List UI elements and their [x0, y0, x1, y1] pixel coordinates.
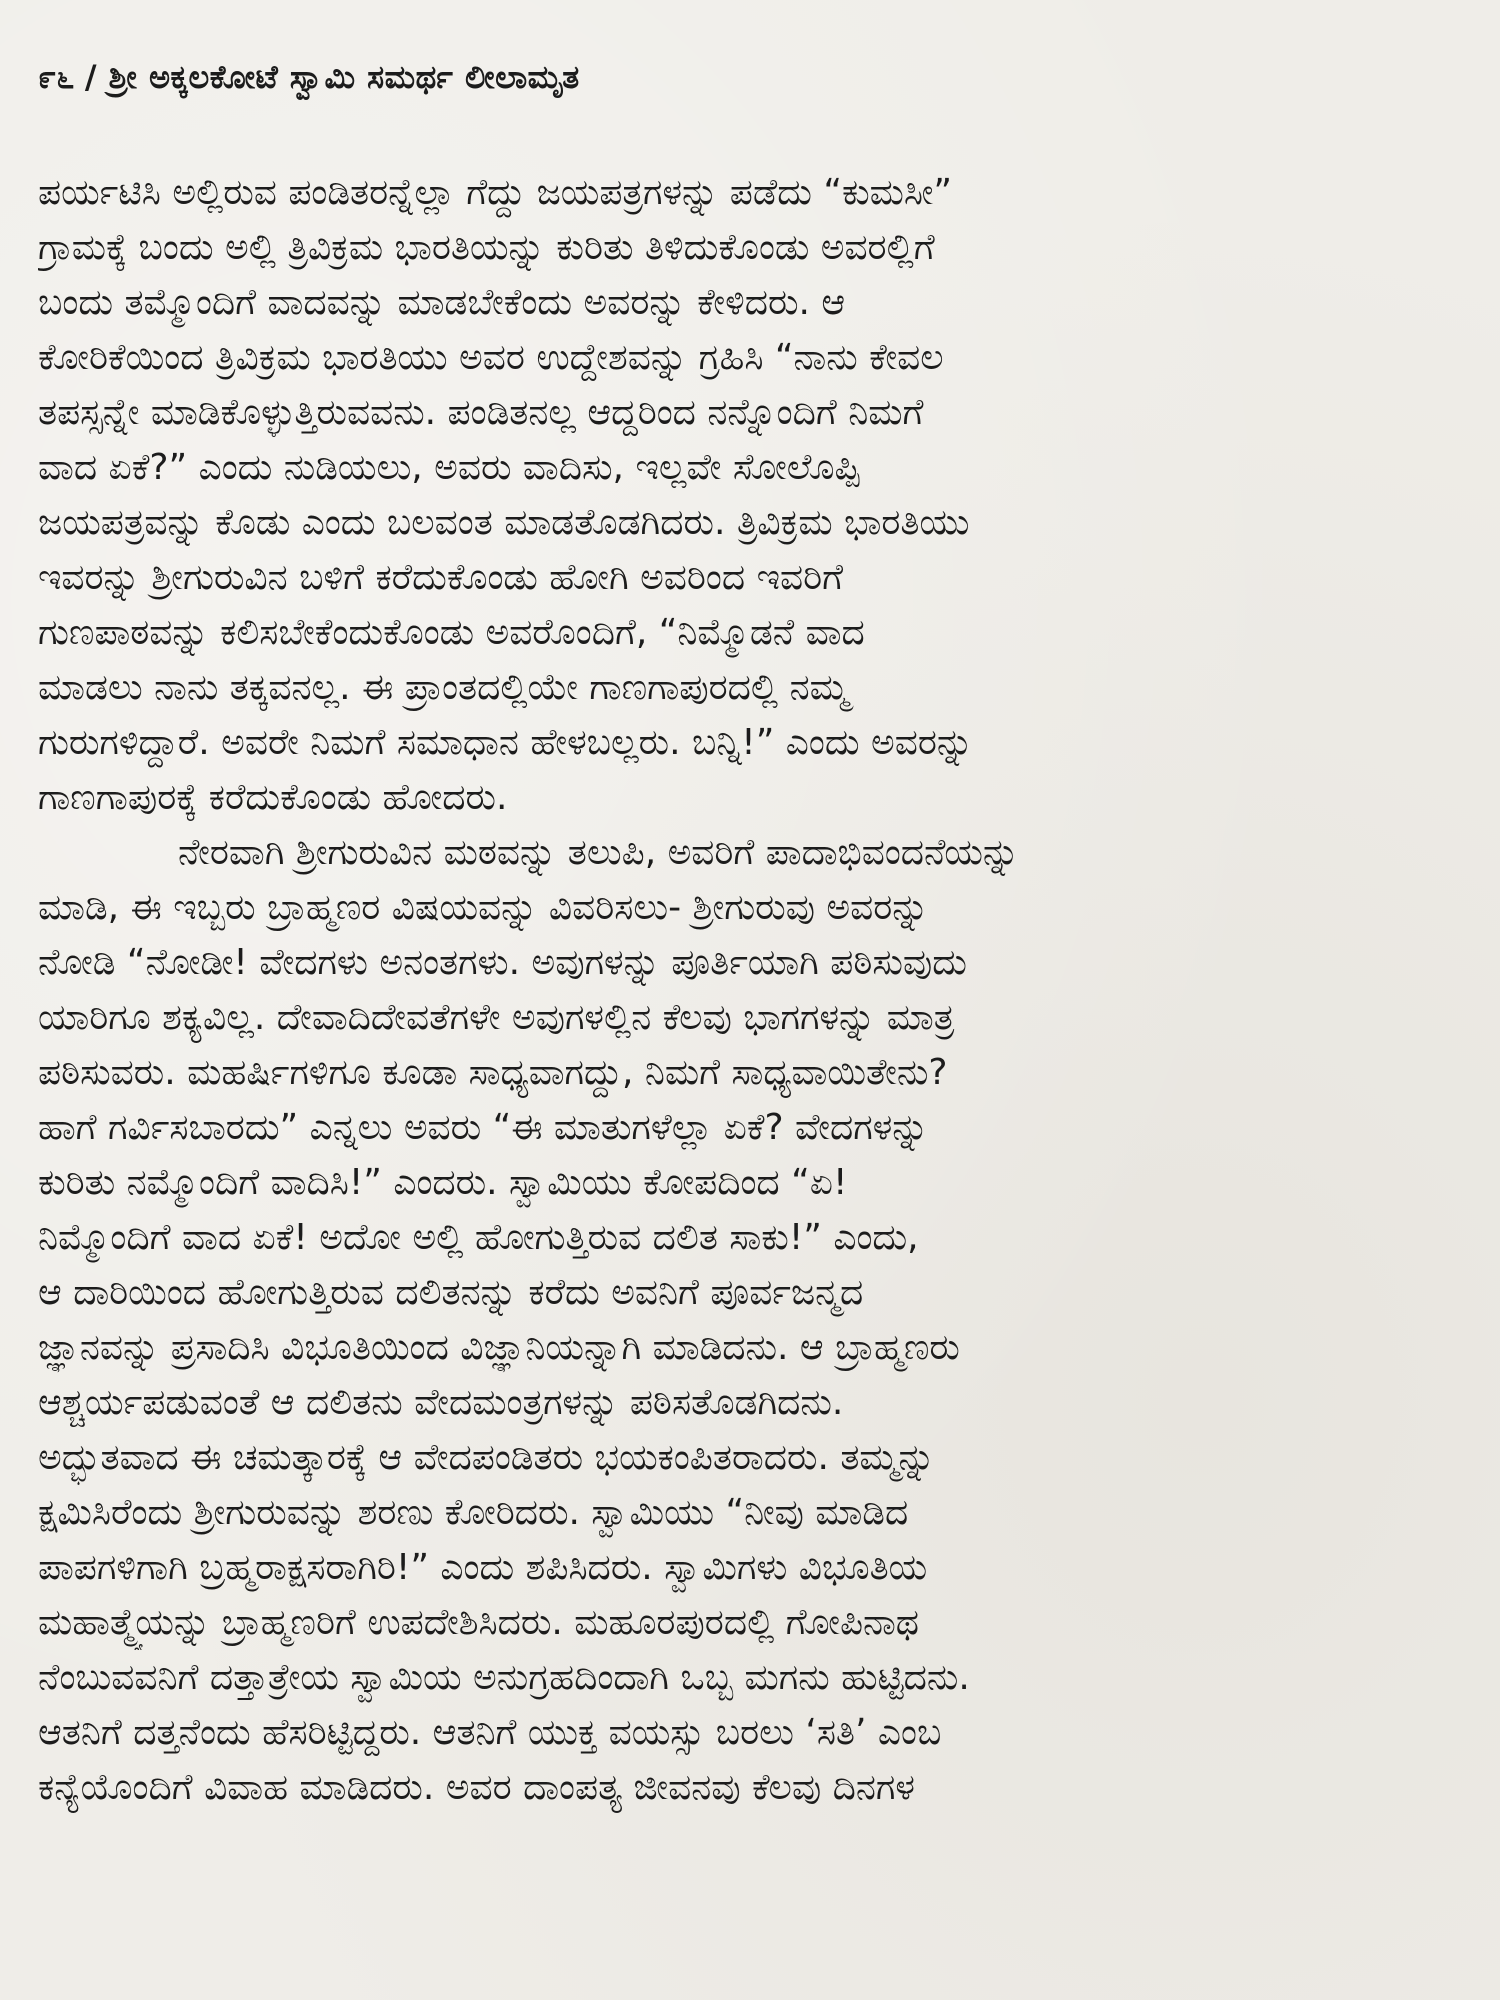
text-line: ಕನ್ಯೆಯೊಂದಿಗೆ ವಿವಾಹ ಮಾಡಿದರು. ಅವರ ದಾಂಪತ್ಯ ಜೀವನವು ಕೆಲವು ದಿನಗಳ: [38, 1767, 915, 1808]
text-line: ಮಾಡಿ, ಈ ಇಬ್ಬರು ಬ್ರಾಹ್ಮಣರ ವಿಷಯವನ್ನು ವಿವರಿಸಲು- ಶ್ರೀಗುರುವು ಅವರನ್ನು: [38, 887, 929, 928]
text-line: ಗುಣಪಾಠವನ್ನು ಕಲಿಸಬೇಕೆಂದುಕೊಂಡು ಅವರೊಂದಿಗೆ, “ನಿಮ್ಮೊಡನೆ ವಾದ: [38, 612, 865, 653]
body-text: [38, 165, 1458, 1815]
page-header: [38, 58, 580, 97]
paragraph-start-line: ನೇರವಾಗಿ ಶ್ರೀಗುರುವಿನ ಮಠವನ್ನು ತಲುಪಿ, ಅವರಿಗೆ ಪಾದಾಭಿವಂದನೆಯನ್ನು: [178, 832, 1020, 873]
text-line: ಕ್ಷಮಿಸಿರೆಂದು ಶ್ರೀಗುರುವನ್ನು ಶರಣು ಕೋರಿದರು. ಸ್ವಾಮಿಯು “ನೀವು ಮಾಡಿದ: [38, 1492, 909, 1533]
text-line: ನೋಡಿ “ನೋಡೀ! ವೇದಗಳು ಅನಂತಗಳು. ಅವುಗಳನ್ನು ಪೂರ್ತಿಯಾಗಿ ಪಠಿಸುವುದು: [38, 942, 967, 983]
text-line: ಇವರನ್ನು ಶ್ರೀಗುರುವಿನ ಬಳಿಗೆ ಕರೆದುಕೊಂಡು ಹೋಗಿ ಅವರಿಂದ ಇವರಿಗೆ: [38, 557, 844, 598]
text-line: ಅದ್ಭುತವಾದ ಈ ಚಮತ್ಕಾರಕ್ಕೆ ಆ ವೇದಪಂಡಿತರು ಭಯಕಂಪಿತರಾದರು. ತಮ್ಮನ್ನು: [38, 1437, 935, 1478]
text-line: ಕೋರಿಕೆಯಿಂದ ತ್ರಿವಿಕ್ರಮ ಭಾರತಿಯು ಅವರ ಉದ್ದೇಶವನ್ನು ಗ್ರಹಿಸಿ “ನಾನು ಕೇವಲ: [38, 337, 944, 378]
text-line: ಬಂದು ತಮ್ಮೊಂದಿಗೆ ವಾದವನ್ನು ಮಾಡಬೇಕೆಂದು ಅವರನ್ನು ಕೇಳಿದರು. ಆ: [38, 282, 846, 323]
text-line: ಗಾಣಗಾಪುರಕ್ಕೆ ಕರೆದುಕೊಂಡು ಹೋದರು.: [38, 777, 508, 818]
text-line: ಜ್ಞಾನವನ್ನು ಪ್ರಸಾದಿಸಿ ವಿಭೂತಿಯಿಂದ ವಿಜ್ಞಾನಿಯನ್ನಾಗಿ ಮಾಡಿದನು. ಆ ಬ್ರಾಹ್ಮಣರು: [38, 1327, 960, 1368]
text-line: ಹಾಗೆ ಗರ್ವಿಸಬಾರದು” ಎನ್ನಲು ಅವರು “ಈ ಮಾತುಗಳೆಲ್ಲಾ ಏಕೆ? ವೇದಗಳನ್ನು: [38, 1107, 929, 1148]
page-number: ೯೬: [38, 58, 75, 96]
text-line: ಆತನಿಗೆ ದತ್ತನೆಂದು ಹೆಸರಿಟ್ಟಿದ್ದರು. ಆತನಿಗೆ ಯುಕ್ತ ವಯಸ್ಸು ಬರಲು ‘ಸತಿ’ ಎಂಬ: [38, 1712, 942, 1753]
text-line: ವಾದ ಏಕೆ?” ಎಂದು ನುಡಿಯಲು, ಅವರು ವಾದಿಸು, ಇಲ್ಲವೇ ಸೋಲೊಪ್ಪಿ: [38, 447, 861, 488]
text-line: ನಿಮ್ಮೊಂದಿಗೆ ವಾದ ಏಕೆ! ಅದೋ ಅಲ್ಲಿ ಹೋಗುತ್ತಿರುವ ದಲಿತ ಸಾಕು!” ಎಂದು,: [38, 1217, 919, 1258]
text-line: ತಪಸ್ಸನ್ನೇ ಮಾಡಿಕೊಳ್ಳುತ್ತಿರುವವನು. ಪಂಡಿತನಲ್ಲ ಆದ್ದರಿಂದ ನನ್ನೊಂದಿಗೆ ನಿಮಗೆ: [38, 392, 924, 433]
text-line: ನೆಂಬುವವನಿಗೆ ದತ್ತಾತ್ರೇಯ ಸ್ವಾಮಿಯ ಅನುಗ್ರಹದಿಂದಾಗಿ ಒಬ್ಬ ಮಗನು ಹುಟ್ಟಿದನು.: [38, 1657, 970, 1698]
text-line: ಪಾಪಗಳಿಗಾಗಿ ಬ್ರಹ್ಮರಾಕ್ಷಸರಾಗಿರಿ!” ಎಂದು ಶಪಿಸಿದರು. ಸ್ವಾಮಿಗಳು ವಿಭೂತಿಯ: [38, 1547, 928, 1588]
text-line: ಮಾಡಲು ನಾನು ತಕ್ಕವನಲ್ಲ. ಈ ಪ್ರಾಂತದಲ್ಲಿಯೇ ಗಾಣಗಾಪುರದಲ್ಲಿ ನಮ್ಮ: [38, 667, 849, 708]
text-line: ಗ್ರಾಮಕ್ಕೆ ಬಂದು ಅಲ್ಲಿ ತ್ರಿವಿಕ್ರಮ ಭಾರತಿಯನ್ನು ಕುರಿತು ತಿಳಿದುಕೊಂಡು ಅವರಲ್ಲಿಗೆ: [38, 227, 935, 268]
text-line: ಪರ್ಯಟಿಸಿ ಅಲ್ಲಿರುವ ಪಂಡಿತರನ್ನೆಲ್ಲಾ ಗೆದ್ದು ಜಯಪತ್ರಗಳನ್ನು ಪಡೆದು “ಕುಮಸೀ”: [38, 172, 953, 213]
text-line: ಜಯಪತ್ರವನ್ನು ಕೊಡು ಎಂದು ಬಲವಂತ ಮಾಡತೊಡಗಿದರು. ತ್ರಿವಿಕ್ರಮ ಭಾರತಿಯು: [38, 502, 970, 543]
text-line: ಮಹಾತ್ಮ್ಯೆಯನ್ನು ಬ್ರಾಹ್ಮಣರಿಗೆ ಉಪದೇಶಿಸಿದರು. ಮಹೂರಪುರದಲ್ಲಿ ಗೋಪಿನಾಥ: [38, 1602, 920, 1643]
book-title: ಶ್ರೀ ಅಕ್ಕಲಕೋಟೆ ಸ್ವಾಮಿ ಸಮರ್ಥ ಲೀಲಾಮೃತ: [108, 58, 580, 96]
text-line: ಕುರಿತು ನಮ್ಮೊಂದಿಗೆ ವಾದಿಸಿ!” ಎಂದರು. ಸ್ವಾಮಿಯು ಕೋಪದಿಂದ “ಏ!: [38, 1162, 848, 1203]
text-line: ಯಾರಿಗೂ ಶಕ್ಯವಿಲ್ಲ. ದೇವಾದಿದೇವತೆಗಳೇ ಅವುಗಳಲ್ಲಿನ ಕೆಲವು ಭಾಗಗಳನ್ನು ಮಾತ್ರ: [38, 997, 955, 1038]
header-separator: /: [84, 58, 98, 96]
text-line: ಆಶ್ಚರ್ಯಪಡುವಂತೆ ಆ ದಲಿತನು ವೇದಮಂತ್ರಗಳನ್ನು ಪಠಿಸತೊಡಗಿದನು.: [38, 1382, 844, 1423]
text-line: ಆ ದಾರಿಯಿಂದ ಹೋಗುತ್ತಿರುವ ದಲಿತನನ್ನು ಕರೆದು ಅವನಿಗೆ ಪೂರ್ವಜನ್ಮದ: [38, 1272, 864, 1313]
text-line: ಗುರುಗಳಿದ್ದಾರೆ. ಅವರೇ ನಿಮಗೆ ಸಮಾಧಾನ ಹೇಳಬಲ್ಲರು. ಬನ್ನಿ!” ಎಂದು ಅವರನ್ನು: [38, 722, 974, 763]
text-line: ಪಠಿಸುವರು. ಮಹರ್ಷಿಗಳಿಗೂ ಕೂಡಾ ಸಾಧ್ಯವಾಗದ್ದು, ನಿಮಗೆ ಸಾಧ್ಯವಾಯಿತೇನು?: [38, 1052, 948, 1093]
